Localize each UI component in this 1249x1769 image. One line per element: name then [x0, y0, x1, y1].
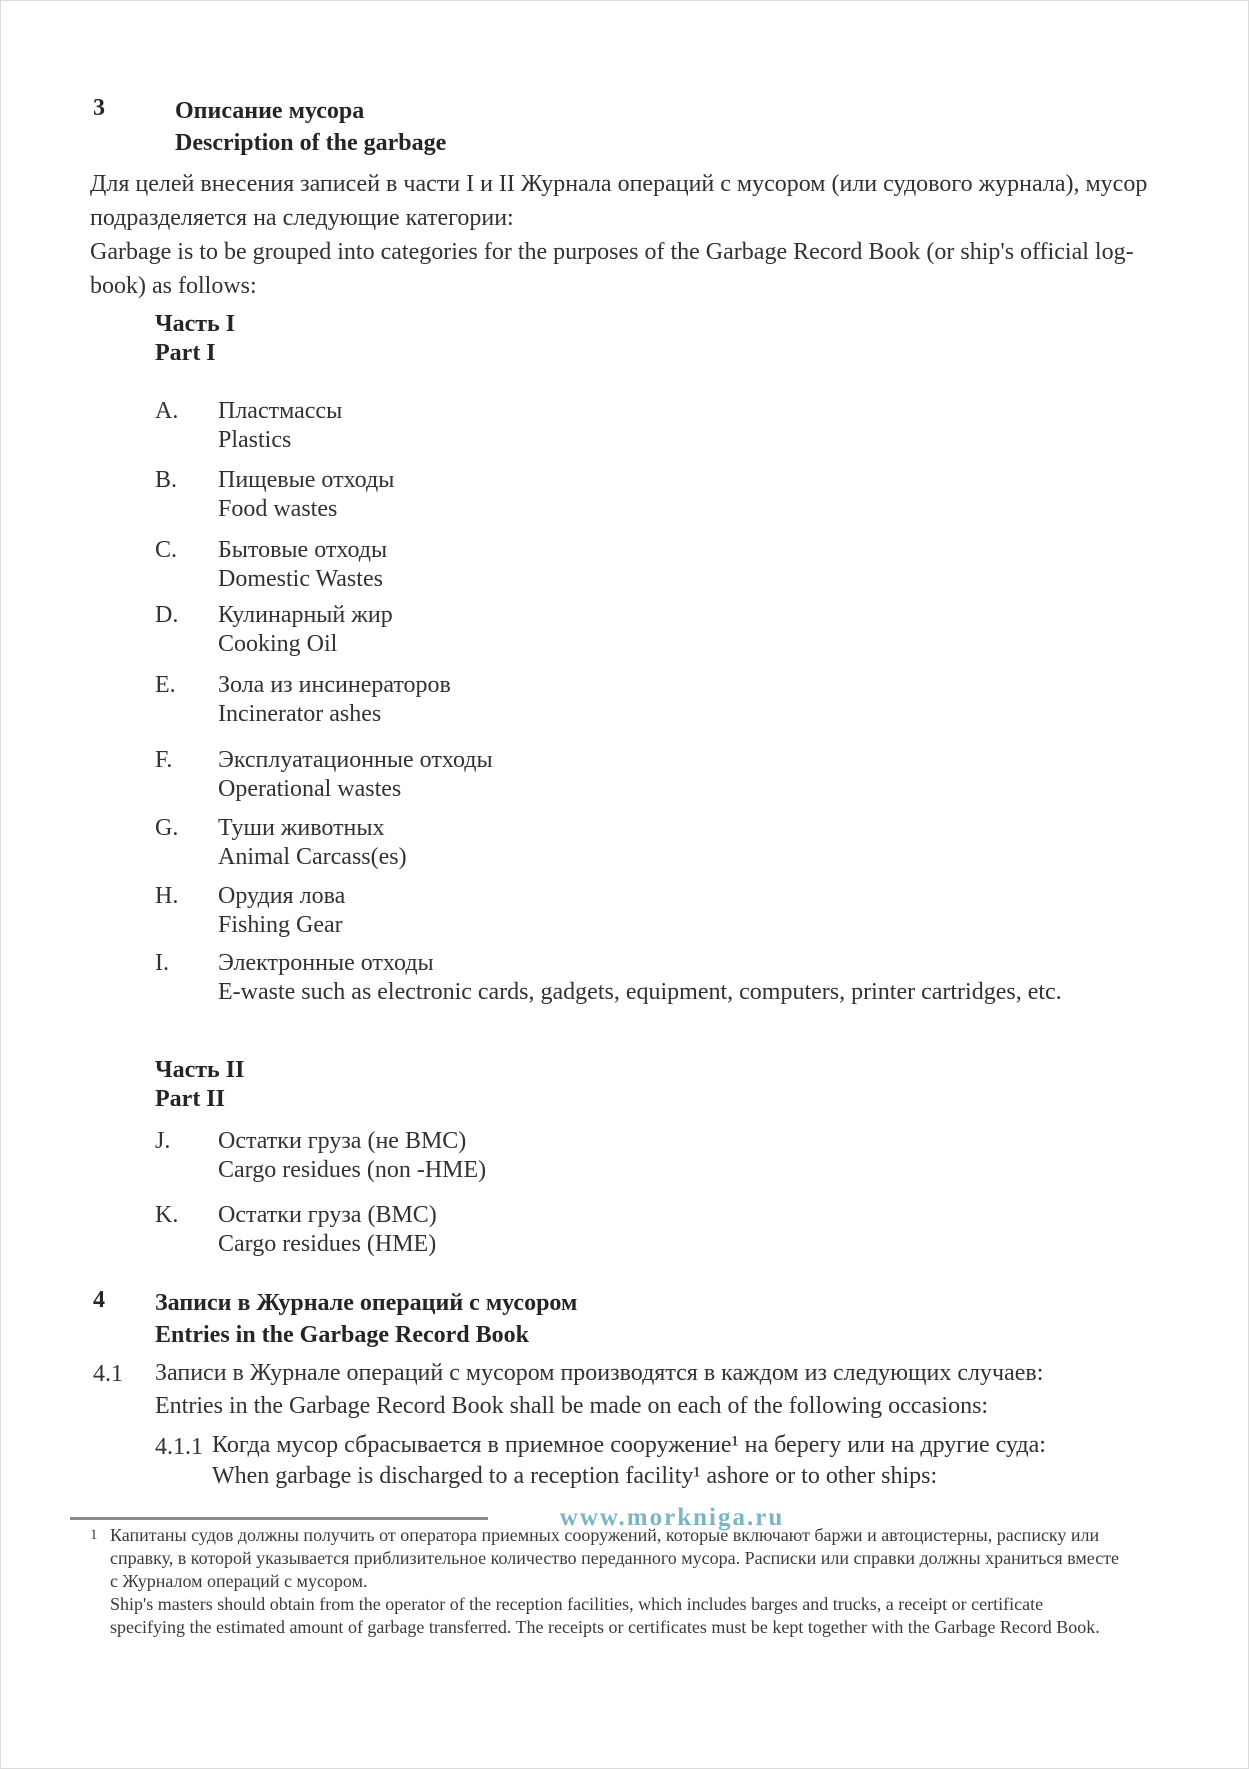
section-4-title-en: Entries in the Garbage Record Book — [155, 1322, 529, 1348]
part-2-title-en: Part II — [155, 1086, 225, 1112]
part-1-header — [155, 310, 235, 368]
part-2-header — [155, 1056, 244, 1114]
footnote-text-en: Ship's masters should obtain from the operator of the reception facilities, which includes barges and trucks, a receipt or certificate specifying the estimated amount of garbage transferred. The receipts or certificates must be kept together with the Garbage Record Book. — [110, 1594, 1100, 1637]
garbage-category-item-h — [155, 882, 1168, 940]
item-letter: D. — [155, 602, 179, 628]
footnote-divider — [70, 1517, 488, 1520]
item-letter: B. — [155, 467, 178, 493]
item-label-en: Operational wastes — [218, 776, 402, 802]
clause-4-1-en: Entries in the Garbage Record Book shall be made on each of the following occasions: — [155, 1393, 989, 1419]
item-label-en: Animal Carcass(es) — [218, 844, 407, 870]
item-label-ru: Бытовые отходы — [218, 537, 388, 563]
garbage-category-item-g — [155, 814, 1168, 872]
clause-4-1-number: 4.1 — [93, 1361, 123, 1387]
part-2-title-ru: Часть II — [155, 1057, 245, 1083]
item-label-ru: Остатки груза (ВМС) — [218, 1202, 437, 1228]
garbage-category-item-e — [155, 671, 1168, 729]
garbage-category-item-a — [155, 397, 1168, 455]
item-letter: I. — [155, 950, 169, 976]
item-label-en: Domestic Wastes — [218, 566, 383, 592]
intro-paragraph-en: Garbage is to be grouped into categories for the purposes of the Garbage Record Book (or ship's official log-book) as follows: — [90, 239, 1134, 299]
garbage-category-item-j — [155, 1127, 1168, 1185]
item-letter: A. — [155, 398, 179, 424]
section-4-number: 4 — [93, 1287, 105, 1313]
item-letter: E. — [155, 672, 176, 698]
intro-paragraph-ru: Для целей внесения записей в части I и II Журнала операций с мусором (или судового журнала), мусор подразделяется на следующие категории: — [90, 171, 1148, 231]
item-label-ru: Зола из инсинераторов — [218, 672, 451, 698]
item-letter: F. — [155, 747, 173, 773]
item-label-ru: Кулинарный жир — [218, 602, 393, 628]
clause-4-1 — [155, 1357, 1125, 1423]
item-label-ru: Пищевые отходы — [218, 467, 395, 493]
clause-4-1-ru: Записи в Журнале операций с мусором производятся в каждом из следующих случаев: — [155, 1360, 1044, 1386]
clause-4-1-1 — [212, 1430, 1152, 1492]
intro-paragraph — [90, 167, 1160, 303]
section-3-title-en: Description of the garbage — [175, 130, 447, 156]
clause-4-1-1-number: 4.1.1 — [155, 1434, 203, 1460]
garbage-category-item-c — [155, 536, 1168, 594]
part-1-title-en: Part I — [155, 340, 216, 366]
item-label-en: Incinerator ashes — [218, 701, 382, 727]
section-3-heading — [175, 95, 446, 159]
garbage-category-item-f — [155, 746, 1168, 804]
item-label-ru: Остатки груза (не ВМС) — [218, 1128, 467, 1154]
footnote — [110, 1524, 1120, 1639]
section-4-title-ru: Записи в Журнале операций с мусором — [155, 1290, 578, 1316]
footnote-text-ru: Капитаны судов должны получить от оператора приемных сооружений, которые включают баржи и автоцистерны, расписку или справку, в которой указывается приблизительное количество переданного мусора. Расписки или справки должны храниться вместе с Журналом операций с мусором. — [110, 1525, 1120, 1591]
item-label-ru: Эксплуатационные отходы — [218, 747, 493, 773]
section-4-heading — [155, 1287, 577, 1351]
item-letter: K. — [155, 1202, 179, 1228]
item-label-en: Plastics — [218, 427, 292, 453]
item-label-en: Cooking Oil — [218, 631, 338, 657]
item-letter: J. — [155, 1128, 171, 1154]
item-label-ru: Электронные отходы — [218, 950, 434, 976]
item-label-en: Cargo residues (non -HME) — [218, 1157, 487, 1183]
item-label-en: Fishing Gear — [218, 912, 343, 938]
item-label-ru: Орудия лова — [218, 883, 346, 909]
section-3-number: 3 — [93, 95, 105, 121]
footnote-marker: 1 — [90, 1527, 98, 1543]
section-3-title-ru: Описание мусора — [175, 98, 365, 124]
clause-4-1-1-ru: Когда мусор сбрасывается в приемное сооружение¹ на берегу или на другие суда: — [212, 1432, 1046, 1458]
item-label-ru: Туши животных — [218, 815, 385, 841]
item-letter: H. — [155, 883, 179, 909]
garbage-category-item-k — [155, 1201, 1168, 1259]
watermark-text: www.morkniga.ru — [559, 1504, 785, 1531]
garbage-category-item-i — [155, 949, 1168, 1007]
item-letter: C. — [155, 537, 178, 563]
item-label-en: Cargo residues (HME) — [218, 1231, 437, 1257]
garbage-category-item-b — [155, 466, 1168, 524]
item-label-en: E-waste such as electronic cards, gadgets, equipment, computers, printer cartridges, etc. — [218, 979, 1062, 1005]
item-letter: G. — [155, 815, 179, 841]
item-label-ru: Пластмассы — [218, 398, 343, 424]
clause-4-1-1-en: When garbage is discharged to a reception facility¹ ashore or to other ships: — [212, 1463, 938, 1489]
item-label-en: Food wastes — [218, 496, 338, 522]
part-1-title-ru: Часть I — [155, 311, 236, 337]
garbage-category-item-d — [155, 601, 1168, 659]
